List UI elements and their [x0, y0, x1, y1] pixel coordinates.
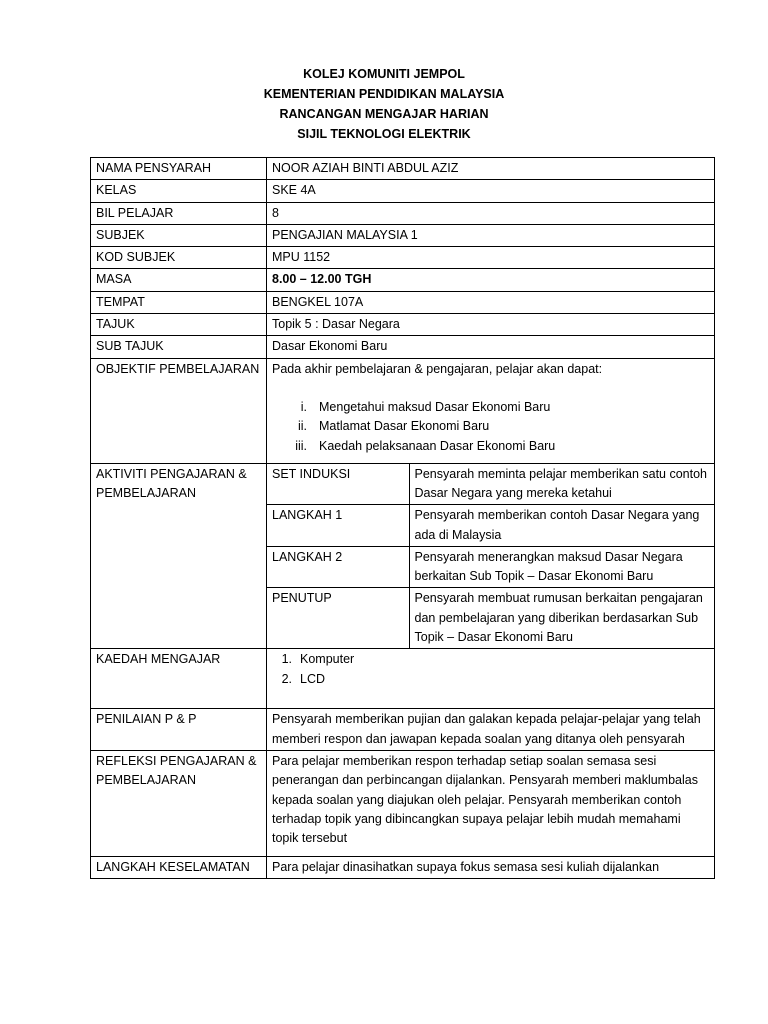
row-label: PENILAIAN P & P: [91, 709, 267, 751]
row-label: NAMA PENSYARAH: [91, 158, 267, 180]
item-number: iii.: [295, 438, 307, 453]
row-kaedah: [91, 649, 715, 709]
header-ministry: KEMENTERIAN PENDIDIKAN MALAYSIA: [263, 87, 505, 101]
row-label: KELAS: [91, 180, 267, 202]
lesson-plan-table: [90, 157, 715, 879]
row-value: Para pelajar memberikan respon terhadap setiap soalan semasa sesi penerangan dan perbincangan dijalankan. Pensyarah memberi maklumbalas kepada soalan yang diajukan oleh pelajar. Pensyarah memberikan contoh terhadap topik yang dibincangkan supaya pelajar lebih mudah memahami topik tersebut: [267, 750, 715, 856]
row-label: KOD SUBJEK: [91, 247, 267, 269]
row-subjek: [91, 224, 715, 246]
step-description: Pensyarah memberikan contoh Dasar Negara yang ada di Malaysia: [409, 505, 715, 547]
row-bil-pelajar: [91, 202, 715, 224]
row-label: MASA: [91, 269, 267, 291]
step-row: [267, 505, 715, 547]
list-item: [272, 670, 709, 689]
row-label: SUB TAJUK: [91, 336, 267, 358]
row-masa: [91, 269, 715, 291]
list-item: [272, 398, 709, 417]
item-number: ii.: [297, 419, 307, 434]
row-tempat: [91, 291, 715, 313]
row-tajuk: [91, 314, 715, 336]
kaedah-list: [272, 650, 709, 689]
row-label: LANGKAH KESELAMATAN: [91, 856, 267, 878]
row-aktiviti: [91, 463, 715, 649]
row-sub-tajuk: [91, 336, 715, 358]
step-name: LANGKAH 2: [267, 546, 409, 588]
row-label: AKTIVITI PENGAJARAN & PEMBELAJARAN: [91, 463, 267, 649]
row-value: BENGKEL 107A: [267, 291, 715, 313]
header-plan-title: RANCANGAN MENGAJAR HARIAN: [279, 107, 489, 121]
row-penilaian: [91, 709, 715, 751]
step-name: SET INDUKSI: [267, 464, 409, 505]
aktiviti-steps-table: [267, 464, 715, 649]
objektif-list: [272, 398, 709, 456]
kaedah-cell: [267, 649, 715, 709]
row-value: PENGAJIAN MALAYSIA 1: [267, 224, 715, 246]
list-item: [272, 417, 709, 436]
list-item: [272, 437, 709, 456]
row-label: REFLEKSI PENGAJARAN & PEMBELAJARAN: [91, 750, 267, 856]
row-value: Pensyarah memberikan pujian dan galakan kepada pelajar-pelajar yang telah memberi respon dan jawapan kepada soalan yang ditanya oleh pensyarah: [267, 709, 715, 751]
objektif-intro: Pada akhir pembelajaran & pengajaran, pelajar akan dapat:: [272, 361, 603, 376]
step-description: Pensyarah menerangkan maksud Dasar Negara berkaitan Sub Topik – Dasar Ekonomi Baru: [409, 546, 715, 588]
row-label: TEMPAT: [91, 291, 267, 313]
row-refleksi: [91, 750, 715, 856]
row-value: Dasar Ekonomi Baru: [267, 336, 715, 358]
row-value: SKE 4A: [267, 180, 715, 202]
row-label: BIL PELAJAR: [91, 202, 267, 224]
row-value: 8.00 – 12.00 TGH: [267, 269, 715, 291]
row-value: NOOR AZIAH BINTI ABDUL AZIZ: [267, 158, 715, 180]
step-description: Pensyarah meminta pelajar memberikan satu contoh Dasar Negara yang mereka ketahui: [409, 464, 715, 505]
row-objektif: [91, 358, 715, 463]
row-value: MPU 1152: [267, 247, 715, 269]
step-row: [267, 588, 715, 648]
aktiviti-cell: [267, 463, 715, 649]
item-text: LCD: [300, 671, 326, 686]
step-row: [267, 546, 715, 588]
header-college: KOLEJ KOMUNITI JEMPOL: [303, 67, 465, 81]
header-program: SIJIL TEKNOLOGI ELEKTRIK: [297, 127, 471, 141]
row-label: OBJEKTIF PEMBELAJARAN: [91, 358, 267, 463]
row-label: SUBJEK: [91, 224, 267, 246]
item-number: i.: [300, 399, 307, 414]
item-text: Mengetahui maksud Dasar Ekonomi Baru: [319, 399, 551, 414]
item-number: 2.: [281, 671, 292, 686]
row-value: 8: [267, 202, 715, 224]
step-name: PENUTUP: [267, 588, 409, 648]
item-text: Matlamat Dasar Ekonomi Baru: [319, 419, 490, 434]
row-kelas: [91, 180, 715, 202]
row-value: Para pelajar dinasihatkan supaya fokus semasa sesi kuliah dijalankan: [267, 856, 715, 878]
row-kod-subjek: [91, 247, 715, 269]
row-nama-pensyarah: [91, 158, 715, 180]
step-row: [267, 464, 715, 505]
list-item: [272, 650, 709, 669]
step-description: Pensyarah membuat rumusan berkaitan pengajaran dan pembelajaran yang diberikan berdasarkan Sub Topik – Dasar Ekonomi Baru: [409, 588, 715, 648]
objektif-cell: [267, 358, 715, 463]
item-text: Kaedah pelaksanaan Dasar Ekonomi Baru: [319, 438, 556, 453]
document-header: [0, 64, 768, 144]
item-text: Komputer: [300, 652, 355, 667]
step-name: LANGKAH 1: [267, 505, 409, 547]
row-label: TAJUK: [91, 314, 267, 336]
item-number: 1.: [281, 652, 292, 667]
row-keselamatan: [91, 856, 715, 878]
row-label: KAEDAH MENGAJAR: [91, 649, 267, 709]
row-value: Topik 5 : Dasar Negara: [267, 314, 715, 336]
